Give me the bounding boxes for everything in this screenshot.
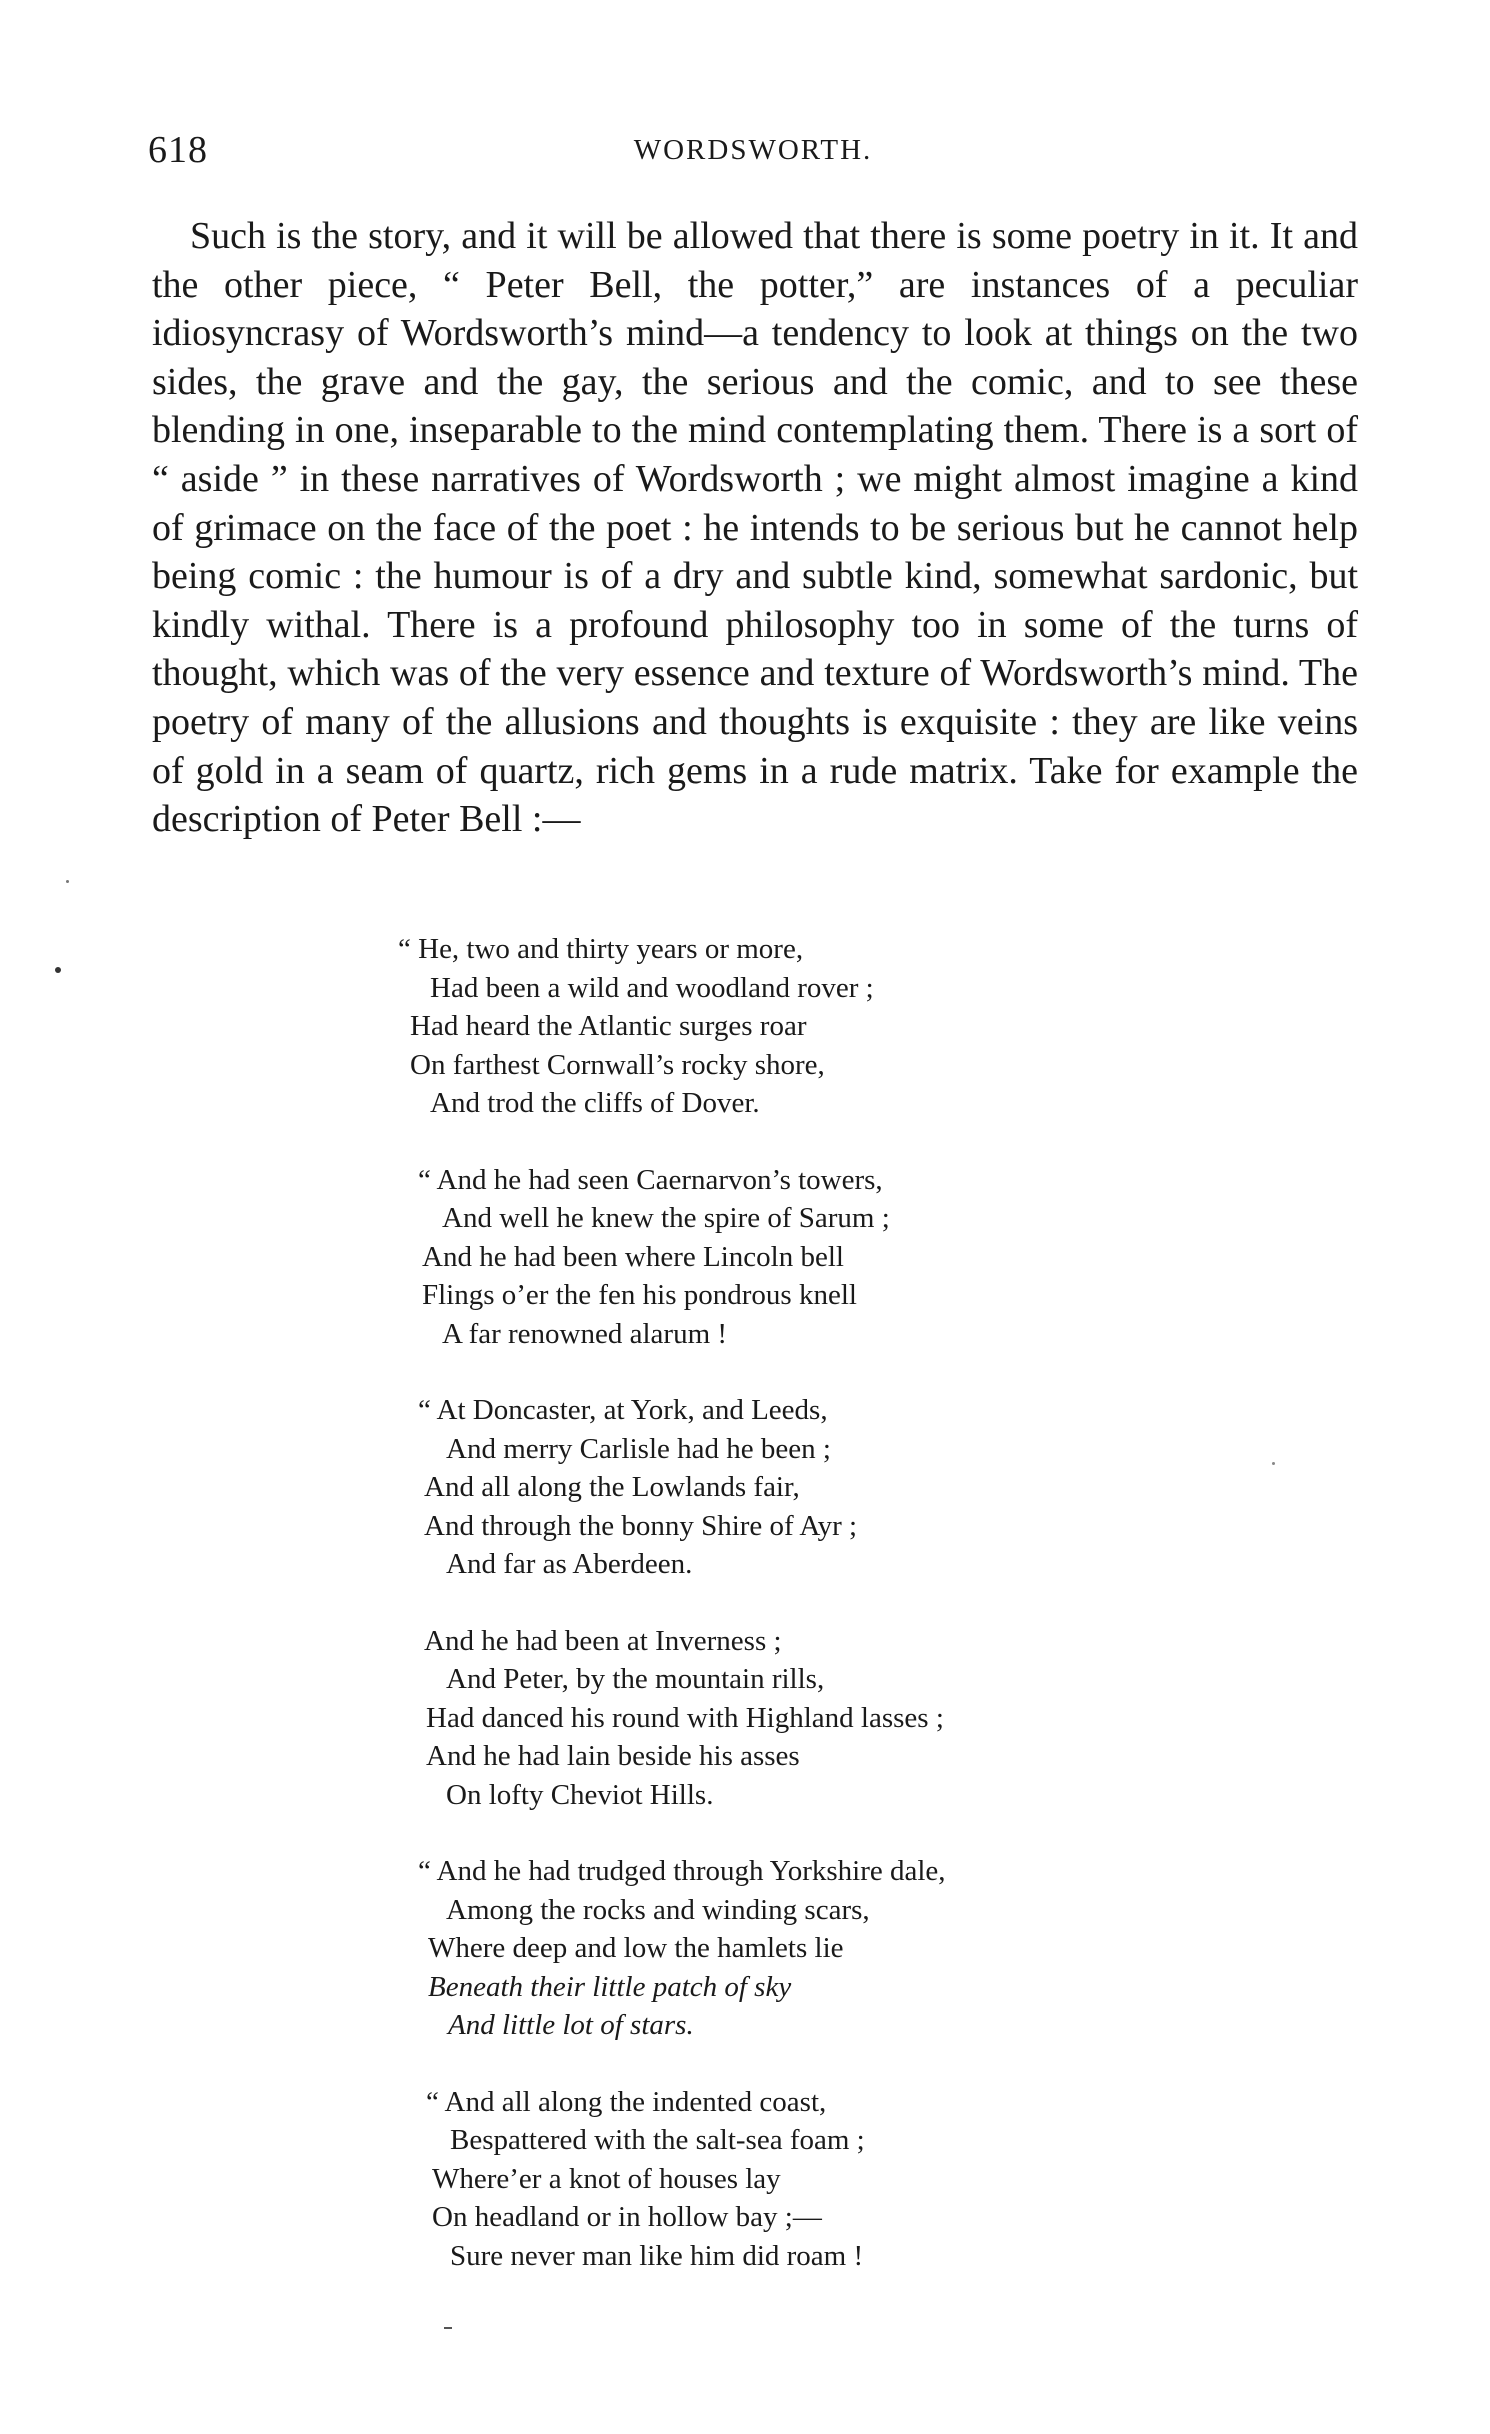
poem-line: Among the rocks and winding scars, bbox=[446, 1893, 870, 1926]
poem-stanza bbox=[398, 930, 1098, 1123]
poem-line: Flings o’er the fen his pondrous knell bbox=[422, 1279, 857, 1311]
poem-line: And all along the Lowlands fair, bbox=[424, 1471, 800, 1503]
poem-line: “ At Doncaster, at York, and Leeds, bbox=[418, 1394, 828, 1426]
poem-line: “ He, two and thirty years or more, bbox=[398, 933, 804, 965]
poem-line: And Peter, by the mountain rills, bbox=[446, 1663, 825, 1695]
poem-line: Sure never man like him did roam ! bbox=[450, 2239, 864, 2272]
poem-stanza bbox=[398, 1391, 1098, 1584]
poem-line: A far renowned alarum ! bbox=[442, 1317, 728, 1350]
print-speck bbox=[444, 2327, 452, 2329]
print-speck bbox=[55, 967, 61, 973]
poem-stanza bbox=[398, 1622, 1098, 1815]
poem-line: “ And he had trudged through Yorkshire dale, bbox=[418, 1855, 946, 1887]
poem-line: And trod the cliffs of Dover. bbox=[430, 1087, 760, 1119]
poem-excerpt bbox=[398, 930, 1098, 2313]
poem-line: Bespattered with the salt-sea foam ; bbox=[450, 2124, 865, 2156]
poem-line: And little lot of stars. bbox=[448, 2009, 694, 2041]
page-number: 618 bbox=[148, 129, 208, 171]
poem-line: On lofty Cheviot Hills. bbox=[446, 1778, 714, 1811]
poem-stanza bbox=[398, 2083, 1098, 2276]
poem-stanza bbox=[398, 1161, 1098, 1354]
poem-line: Beneath their little patch of sky bbox=[428, 1970, 792, 2003]
running-head: WORDSWORTH. bbox=[633, 134, 873, 166]
poem-line: On farthest Cornwall’s rocky shore, bbox=[410, 1048, 825, 1081]
page-header bbox=[148, 128, 1358, 178]
poem-line: And he had lain beside his asses bbox=[426, 1740, 800, 1772]
prose-paragraph: Such is the story, and it will be allowed that there is some poetry in it. It and the other piece, “ Peter Bell, the potter,” are instances of a peculiar idiosyncrasy of Wordsworth’s mind—a tendency to look at things on the two sides, the grave and the gay, the serious and the comic, and to see these blending in one, inseparable to the mind contemplating them. There is a sort of “ aside ” in these narratives of Wordsworth ; we might almost imagine a kind of grimace on the face of the poet : he intends to be serious but he cannot help being comic : the humour is of a dry and subtle kind, somewhat sardonic, but kindly withal. There is a profound philosophy too in some of the turns of thought, which was of the very essence and texture of Wordsworth’s mind. The poetry of many of the allusions and thoughts is exquisite : they are like veins of gold in a seam of quartz, rich gems in a rude matrix. Take for example the description of Peter Bell :— bbox=[152, 215, 1358, 841]
poem-line: And he had been where Lincoln bell bbox=[422, 1240, 844, 1273]
poem-line: On headland or in hollow bay ;— bbox=[432, 2201, 822, 2233]
poem-stanza bbox=[398, 1852, 1098, 2045]
poem-line: And well he knew the spire of Sarum ; bbox=[442, 1202, 890, 1234]
poem-line: Had been a wild and woodland rover ; bbox=[430, 971, 874, 1004]
poem-line: Had danced his round with Highland lasses ; bbox=[426, 1701, 944, 1734]
poem-line: And through the bonny Shire of Ayr ; bbox=[424, 1509, 858, 1542]
poem-line: And far as Aberdeen. bbox=[446, 1548, 693, 1580]
poem-line: Where deep and low the hamlets lie bbox=[428, 1932, 844, 1964]
poem-line: “ And all along the indented coast, bbox=[426, 2085, 827, 2118]
print-speck bbox=[66, 880, 69, 883]
poem-line: “ And he had seen Caernarvon’s towers, bbox=[418, 1163, 883, 1196]
poem-line: And he had been at Inverness ; bbox=[424, 1624, 782, 1657]
print-speck bbox=[1272, 1462, 1275, 1465]
poem-line: Where’er a knot of houses lay bbox=[432, 2162, 781, 2195]
poem-line: Had heard the Atlantic surges roar bbox=[410, 1010, 807, 1042]
poem-line: And merry Carlisle had he been ; bbox=[446, 1432, 831, 1465]
